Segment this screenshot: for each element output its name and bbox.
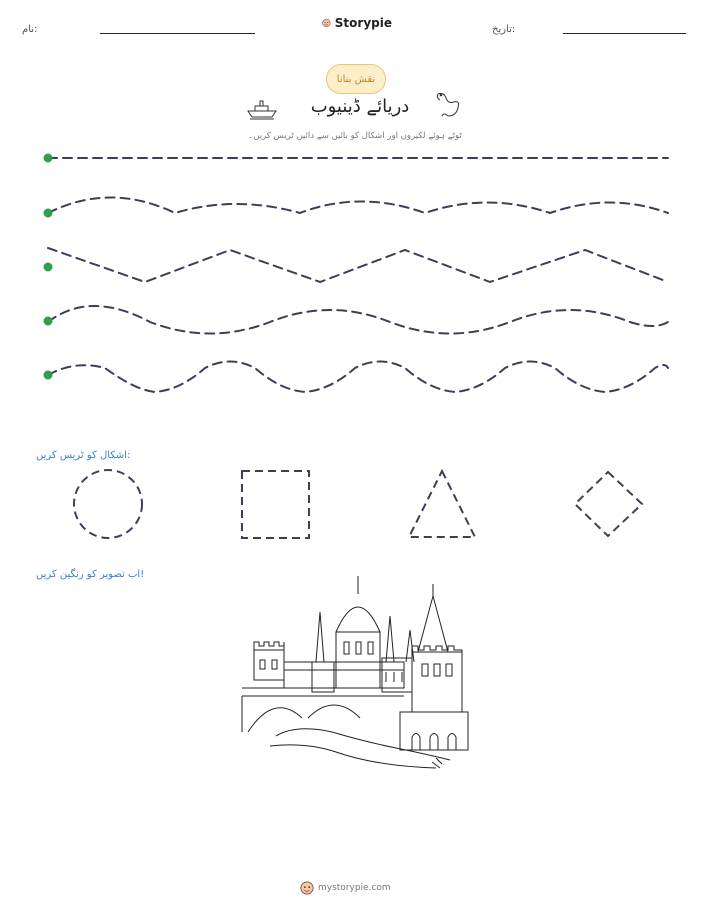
tracing-shapes (0, 460, 709, 550)
trace-shape-circle (74, 470, 142, 538)
shapes-section-label: اشکال کو ٹریس کریں: (36, 450, 131, 461)
trace-line-wave-3 (48, 362, 668, 393)
footer (300, 878, 420, 898)
brand-name: Storypie (334, 16, 392, 30)
coloring-section-label: اب تصویر کو رنگین کریں! (36, 569, 145, 580)
trace-shape-square (242, 471, 309, 538)
trace-line-zigzag (48, 248, 668, 282)
dragon-icon (432, 90, 464, 120)
footer-site[interactable]: mystorypie.com (318, 883, 391, 893)
trace-shape-diamond (575, 472, 642, 536)
start-dot (44, 371, 53, 380)
name-label: نام: (22, 24, 38, 35)
date-line[interactable] (563, 33, 686, 34)
storypie-logo-icon (300, 881, 314, 895)
tracing-lines (0, 140, 709, 400)
start-dot (44, 209, 53, 218)
start-dot (44, 263, 53, 272)
trace-shape-triangle (409, 471, 475, 537)
start-dot (44, 154, 53, 163)
storypie-logo-icon (322, 15, 331, 31)
trace-line-wave-1 (48, 198, 668, 214)
start-dot (44, 317, 53, 326)
name-line[interactable] (100, 33, 255, 34)
activity-badge: نقش بنانا (326, 64, 386, 94)
instructions: ٹوٹے ہوئے لکیروں اور اشکال کو بائیں سے دائیں ٹریس کریں۔ (248, 131, 462, 141)
page-title: دریائے ڈینیوب (310, 96, 410, 117)
coloring-picture (236, 572, 470, 778)
date-label: تاریخ: (492, 24, 516, 35)
trace-line-wave-2 (48, 306, 668, 334)
brand (322, 12, 392, 34)
